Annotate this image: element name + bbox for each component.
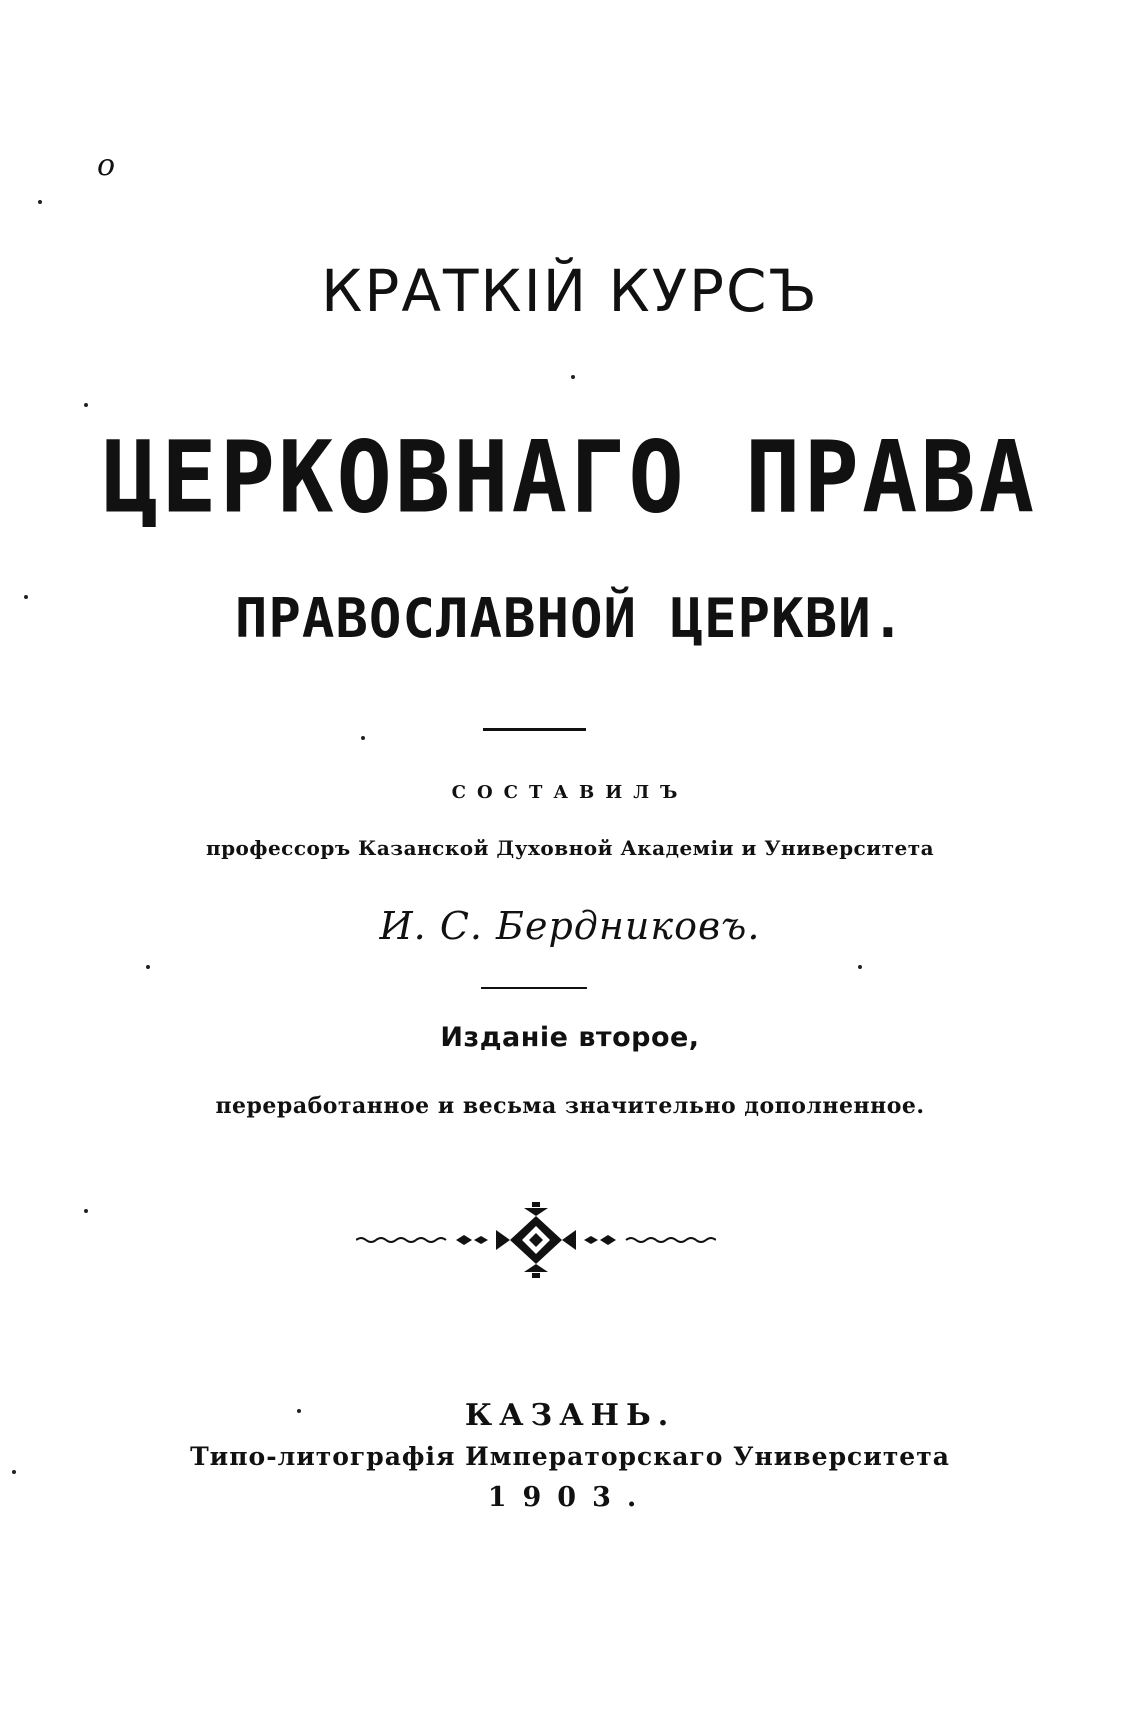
scan-speck [38, 200, 42, 204]
scan-speck [84, 1209, 88, 1213]
imprint-printer: Типо-литографія Императорскаго Университета [190, 1442, 950, 1471]
scan-speck [146, 965, 150, 969]
printers-ornament-icon [356, 1200, 716, 1280]
compiled-by-label: СОСТАВИЛЪ [451, 782, 689, 803]
author-position: профессоръ Казанской Духовной Академіи и Университета [205, 836, 935, 860]
imprint-city: КАЗАНЬ. [464, 1398, 676, 1433]
scan-speck [858, 965, 862, 969]
divider-rule [483, 728, 586, 731]
divider-rule [481, 987, 587, 989]
title-line-orthodox-church: ПРАВОСЛАВНОЙ ЦЕРКВИ. [234, 587, 906, 650]
scan-speck [571, 375, 575, 379]
scan-speck [361, 736, 365, 740]
author-name: И. С. Бердниковъ. [379, 904, 761, 948]
scan-speck [84, 403, 88, 407]
scan-speck [24, 595, 28, 599]
scan-speck [12, 1470, 16, 1474]
margin-note: o [97, 148, 116, 183]
edition-note: переработанное и весьма значительно дополненное. [215, 1093, 925, 1119]
scan-speck [297, 1409, 301, 1413]
imprint-year: 1903. [487, 1482, 653, 1513]
title-line-short-course: КРАТКІЙ КУРСЪ [321, 257, 819, 325]
title-line-church-law: ЦЕРКОВНАГО ПРАВА [102, 419, 1038, 536]
edition-label: Изданіе второе, [440, 1022, 700, 1053]
